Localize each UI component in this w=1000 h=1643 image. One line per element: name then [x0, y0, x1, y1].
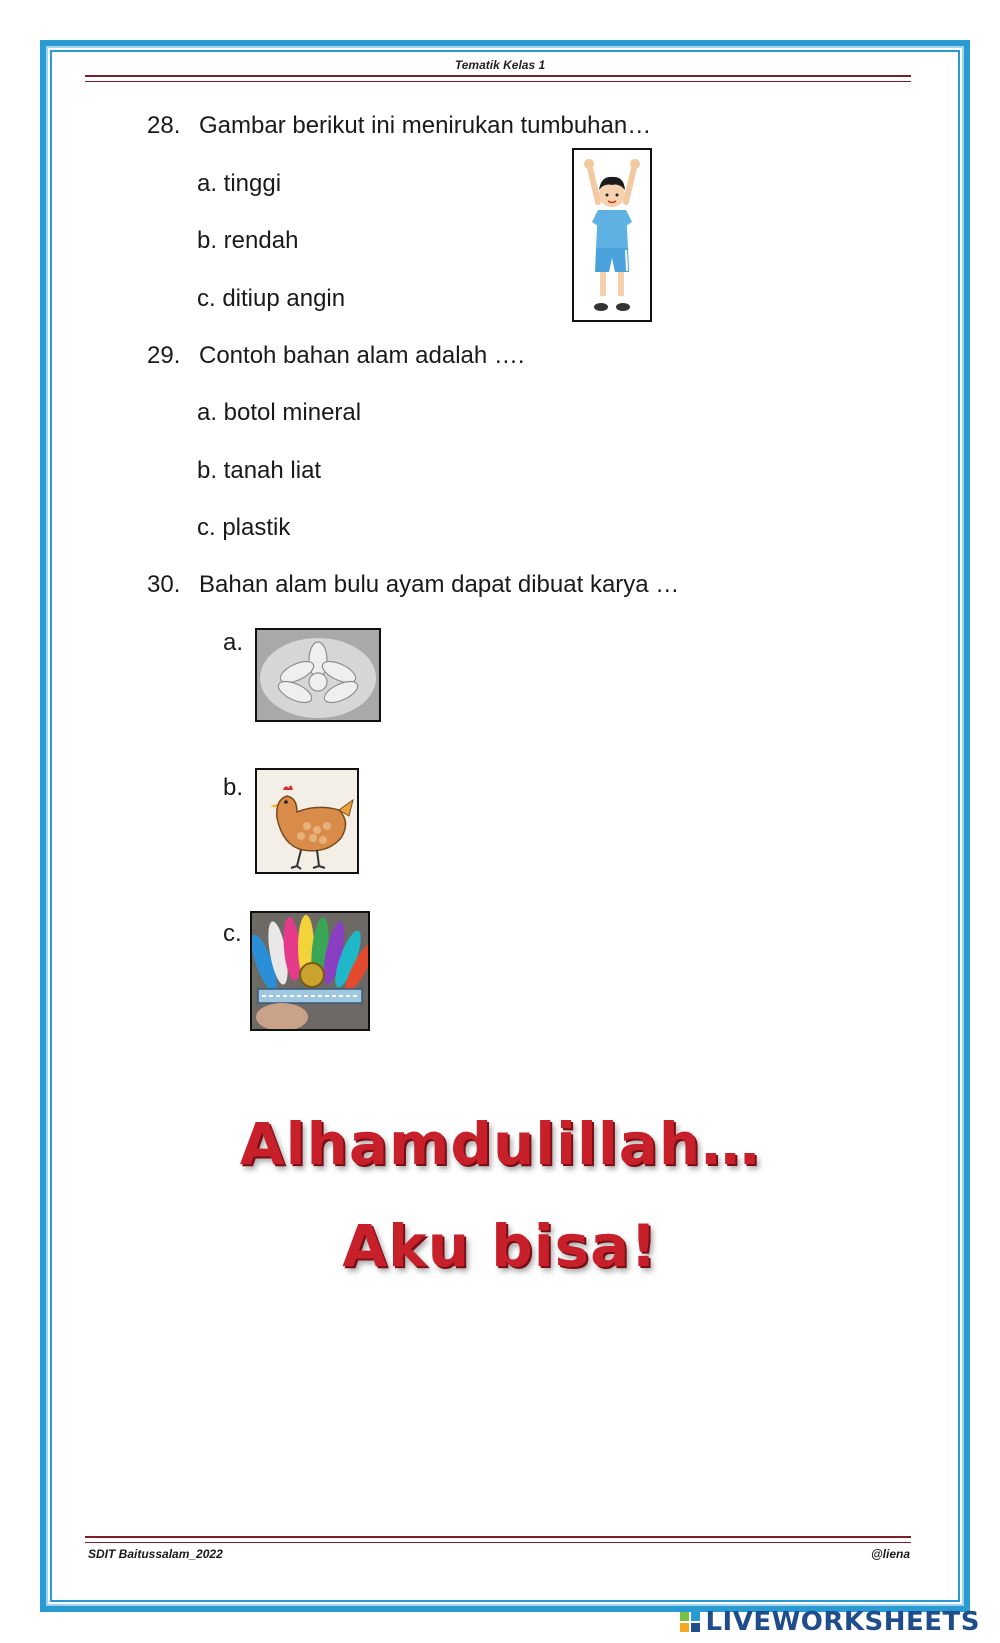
- footer-school: SDIT Baitussalam_2022: [88, 1547, 223, 1561]
- option-28-b[interactable]: b. rendah: [197, 227, 299, 254]
- closing-line-1: Alhamdulillah…: [239, 1110, 761, 1178]
- liveworksheets-icon: [679, 1611, 701, 1633]
- question-number: 29.: [147, 342, 181, 369]
- liveworksheets-logo[interactable]: [679, 1607, 980, 1637]
- header-rule: [85, 75, 911, 82]
- option-30-a-label[interactable]: a.: [223, 629, 244, 656]
- question-number: 28.: [147, 112, 181, 139]
- option-30-c-label[interactable]: c.: [223, 920, 242, 947]
- footer-rule: [85, 1536, 911, 1543]
- option-29-c[interactable]: c. plastik: [197, 514, 291, 541]
- footer-author: @liena: [870, 1547, 910, 1561]
- question-text: Contoh bahan alam adalah ….: [199, 342, 525, 369]
- boy-arms-up-image: [572, 148, 652, 322]
- option-28-c[interactable]: c. ditiup angin: [197, 285, 346, 312]
- question-number: 30.: [147, 571, 181, 598]
- page-frame: [40, 40, 970, 1612]
- option-30-a-image[interactable]: [255, 628, 381, 722]
- question-text: Bahan alam bulu ayam dapat dibuat karya …: [199, 571, 680, 598]
- option-30-b-label[interactable]: b.: [223, 774, 244, 801]
- option-29-a[interactable]: a. botol mineral: [197, 399, 362, 426]
- option-30-c-image[interactable]: [250, 911, 370, 1031]
- header-title: Tematik Kelas 1: [454, 58, 546, 72]
- brand-name: LIVEWORKSHEETS: [705, 1607, 980, 1637]
- closing-line-2: Aku bisa!: [342, 1212, 658, 1280]
- option-30-b-image[interactable]: [255, 768, 359, 874]
- question-text: Gambar berikut ini menirukan tumbuhan…: [199, 112, 652, 139]
- option-28-a[interactable]: a. tinggi: [197, 170, 282, 197]
- option-29-b[interactable]: b. tanah liat: [197, 457, 322, 484]
